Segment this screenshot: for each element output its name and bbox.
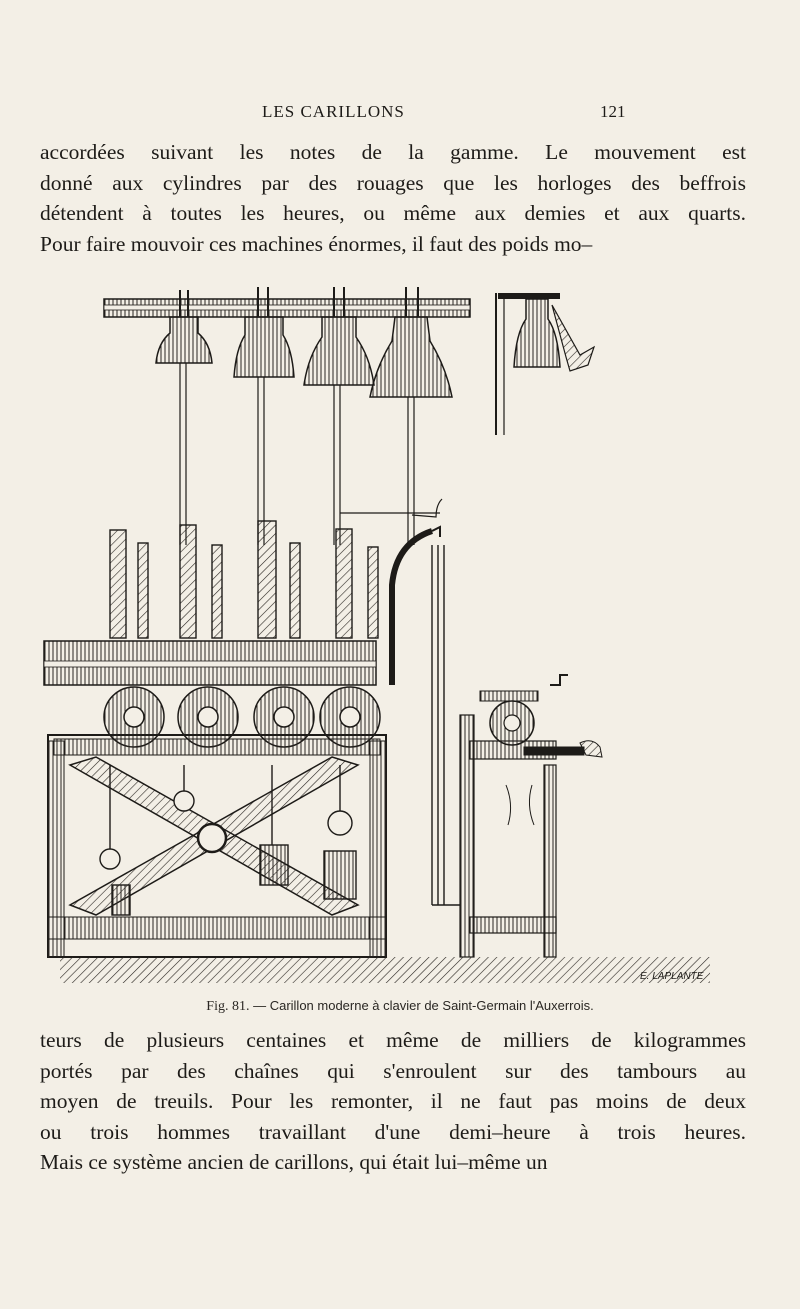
- figure-caption: [0, 998, 800, 1015]
- caption-label: Fig. 81.: [206, 999, 250, 1014]
- clavier-stand: [460, 675, 602, 957]
- text-line: portés par des chaînes qui s'enroulent sur des tambours au: [40, 1058, 746, 1083]
- text-line: Mais ce système ancien de carillons, qui était lui–même un: [40, 1150, 548, 1174]
- text-line: teurs de plusieurs centaines et même de milliers de kilogrammes: [40, 1028, 746, 1052]
- cylinder-bar: [44, 641, 376, 685]
- paragraph-bottom: [40, 1025, 746, 1178]
- bell-beam: [104, 299, 470, 317]
- ground-hatching: [60, 957, 710, 983]
- carillon-engraving: [40, 285, 748, 990]
- text-line: ou trois hommes travaillant d'une demi–heure à trois heures.: [40, 1119, 746, 1144]
- engraver-signature: E. LAPLANTE: [640, 971, 704, 982]
- running-title: LES CARILLONS: [262, 102, 405, 121]
- machine-frame: [48, 735, 386, 957]
- text-line: donné aux cylindres par des rouages que les horloges des beffrois: [40, 170, 746, 195]
- gear-icon: [104, 687, 380, 747]
- text-line: moyen de treuils. Pour les remonter, il ne faut pas moins de deux: [40, 1089, 746, 1113]
- drive-rod: [392, 527, 460, 905]
- page-header: [0, 100, 800, 126]
- hammer-levers: [110, 521, 378, 638]
- text-line: accordées suivant les notes de la gamme. Le mouvement est: [40, 140, 746, 164]
- side-bell-icon: [496, 293, 594, 435]
- paragraph-top: [40, 137, 746, 259]
- text-line: Pour faire mouvoir ces machines énormes, il faut des poids mo–: [40, 231, 593, 256]
- page-number: 121: [600, 102, 626, 121]
- caption-text: — Carillon moderne à clavier de Saint-Germain l'Auxerrois.: [253, 998, 594, 1013]
- text-line: détendent à toutes les heures, ou même aux demies et aux quarts.: [40, 201, 746, 225]
